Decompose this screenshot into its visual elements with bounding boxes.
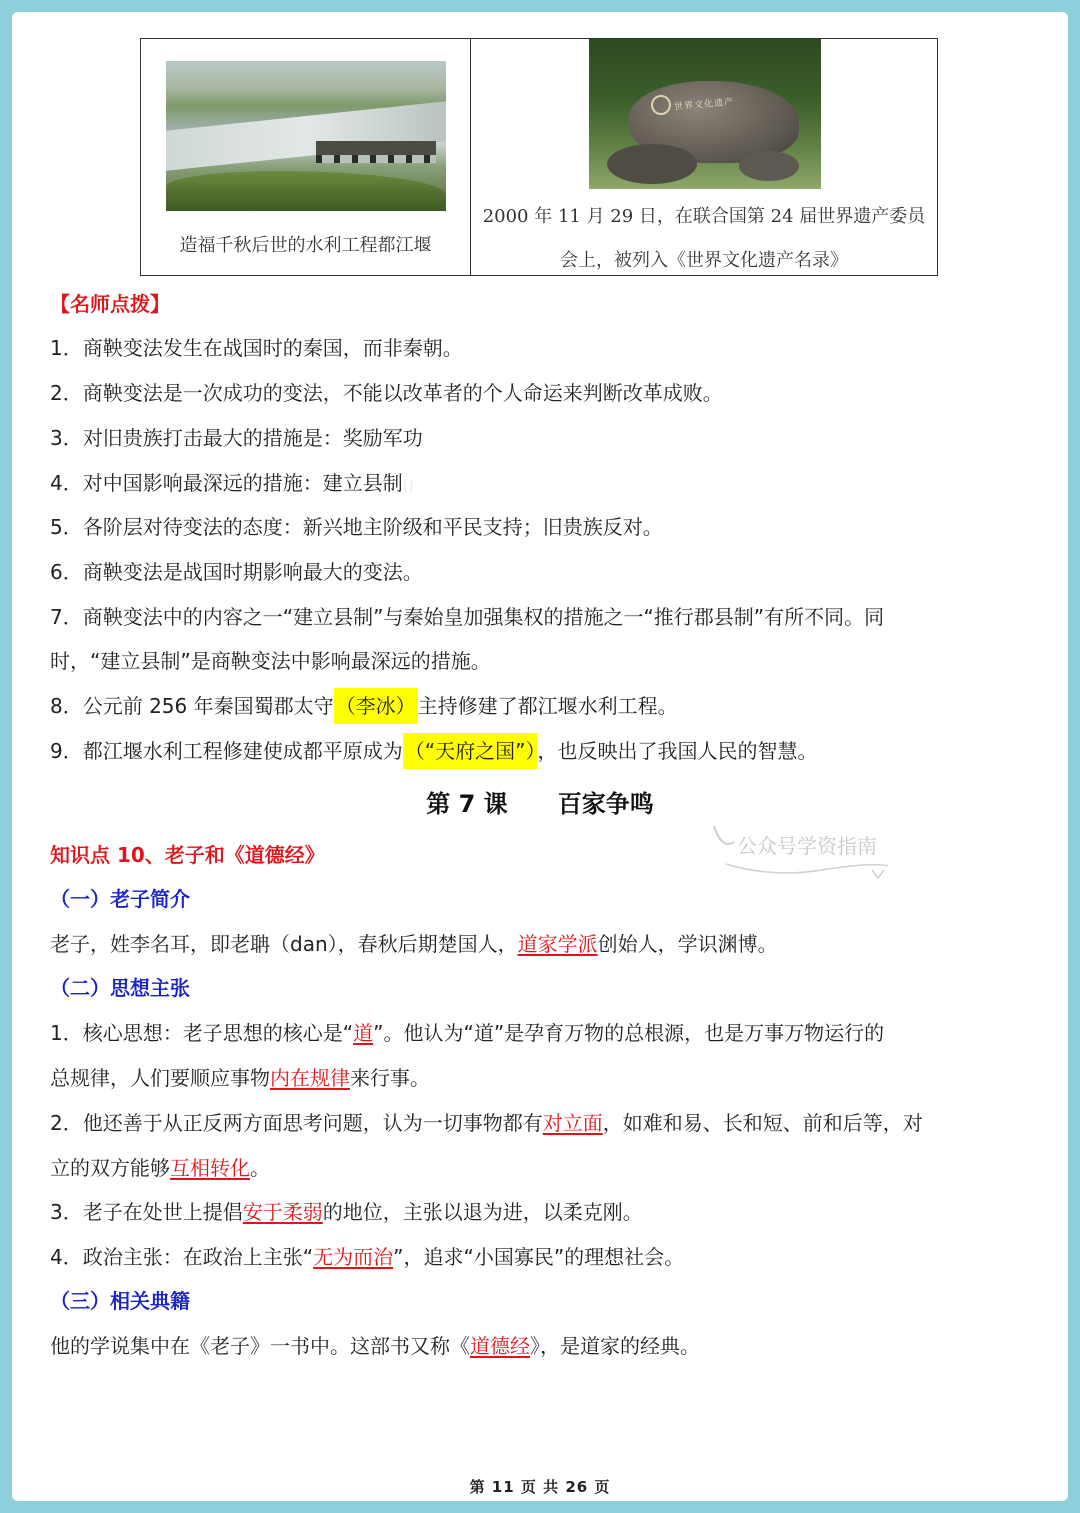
tip-item-7: 7．商鞅变法中的内容之一“建立县制”与秦始皇加强集权的措施之一“推行郡县制”有所不同。同 — [50, 605, 885, 629]
tip-item-2: 2．商鞅变法是一次成功的变法，不能以改革者的个人命运来判断改革成败。 — [50, 381, 723, 405]
idea-4: 4．政治主张：在政治上主张“无为而治”，追求“小国寡民”的理想社会。 — [50, 1245, 685, 1269]
stone-engraving: 世界文化遗产 — [673, 97, 735, 113]
image-cell-dujiangyan — [141, 39, 471, 275]
heritage-stone-photo — [589, 39, 821, 189]
section-2-title: （二）思想主张 — [50, 976, 190, 1000]
tip-item-8: 8．公元前 256 年秦国蜀郡太守 （李冰） 主持修建了都江堰水利工程。 — [50, 690, 678, 719]
idea-2: 2．他还善于从正反两方面思考问题，认为一切事物都有对立面，如难和易、长和短、前和后等，对 — [50, 1111, 923, 1135]
heritage-emblem-icon — [651, 95, 671, 115]
highlight-li-bing: （李冰） — [334, 688, 418, 724]
section-3-title: （三）相关典籍 — [50, 1289, 190, 1313]
tips-title: 【名师点拨】 — [50, 292, 170, 316]
tip-item-6: 6．商鞅变法是战国时期影响最大的变法。 — [50, 560, 423, 584]
document-page — [12, 12, 1068, 1501]
section-1-text: 老子，姓李名耳，即老聃（dan），春秋后期楚国人，道家学派创始人，学识渊博。 — [50, 932, 778, 956]
idea-2-cont: 立的双方能够互相转化。 — [50, 1156, 270, 1180]
tip-item-9: 9．都江堰水利工程修建使成都平原成为 （“天府之国”） ，也反映出了我国人民的智慧。 — [50, 735, 817, 764]
idea-1-cont: 总规律，人们要顺应事物内在规律来行事。 — [50, 1066, 430, 1090]
knowledge-point-title: 知识点 10、老子和《道德经》 — [50, 843, 325, 867]
tip-item-5: 5．各阶层对待变法的态度：新兴地主阶级和平民支持；旧贵族反对。 — [50, 515, 663, 539]
dujiangyan-photo — [166, 61, 446, 211]
section-1-title: （一）老子简介 — [50, 887, 190, 911]
idea-3: 3．老子在处世上提倡安于柔弱的地位，主张以退为进，以柔克刚。 — [50, 1200, 643, 1224]
lesson-heading: 第 7 课 百家争鸣 — [426, 790, 654, 818]
tip-item-1: 1．商鞅变法发生在战国时的秦国，而非秦朝。 — [50, 336, 463, 360]
tip-item-7-cont: 时，“建立县制”是商鞅变法中影响最深远的措施。 — [50, 649, 491, 673]
highlight-tianfu: （“天府之国”） — [403, 733, 538, 769]
image-caption-left: 造福千秋后世的水利工程都江堰 — [179, 235, 432, 256]
idea-1: 1．核心思想：老子思想的核心是“道”。他认为“道”是孕育万物的总根源，也是万事万物运行的 — [50, 1021, 885, 1045]
section-3-text: 他的学说集中在《老子》一书中。这部书又称《道德经》，是道家的经典。 — [50, 1334, 700, 1358]
tip-item-4: 4．对中国影响最深远的措施：建立县制() — [50, 471, 414, 495]
watermark-text: 公众号学资指南 — [737, 834, 877, 858]
image-caption-right: 2000 年 11 月 29 日，在联合国第 24 届世界遗产委员 会上，被列入《世界文化遗产名录》 — [482, 206, 926, 271]
page-footer: 第 11 页 共 26 页 — [469, 1478, 611, 1496]
image-table — [140, 38, 938, 276]
image-cell-heritage-stone — [471, 39, 937, 275]
tip-item-3: 3．对旧贵族打击最大的措施是：奖励军功 — [50, 426, 423, 450]
